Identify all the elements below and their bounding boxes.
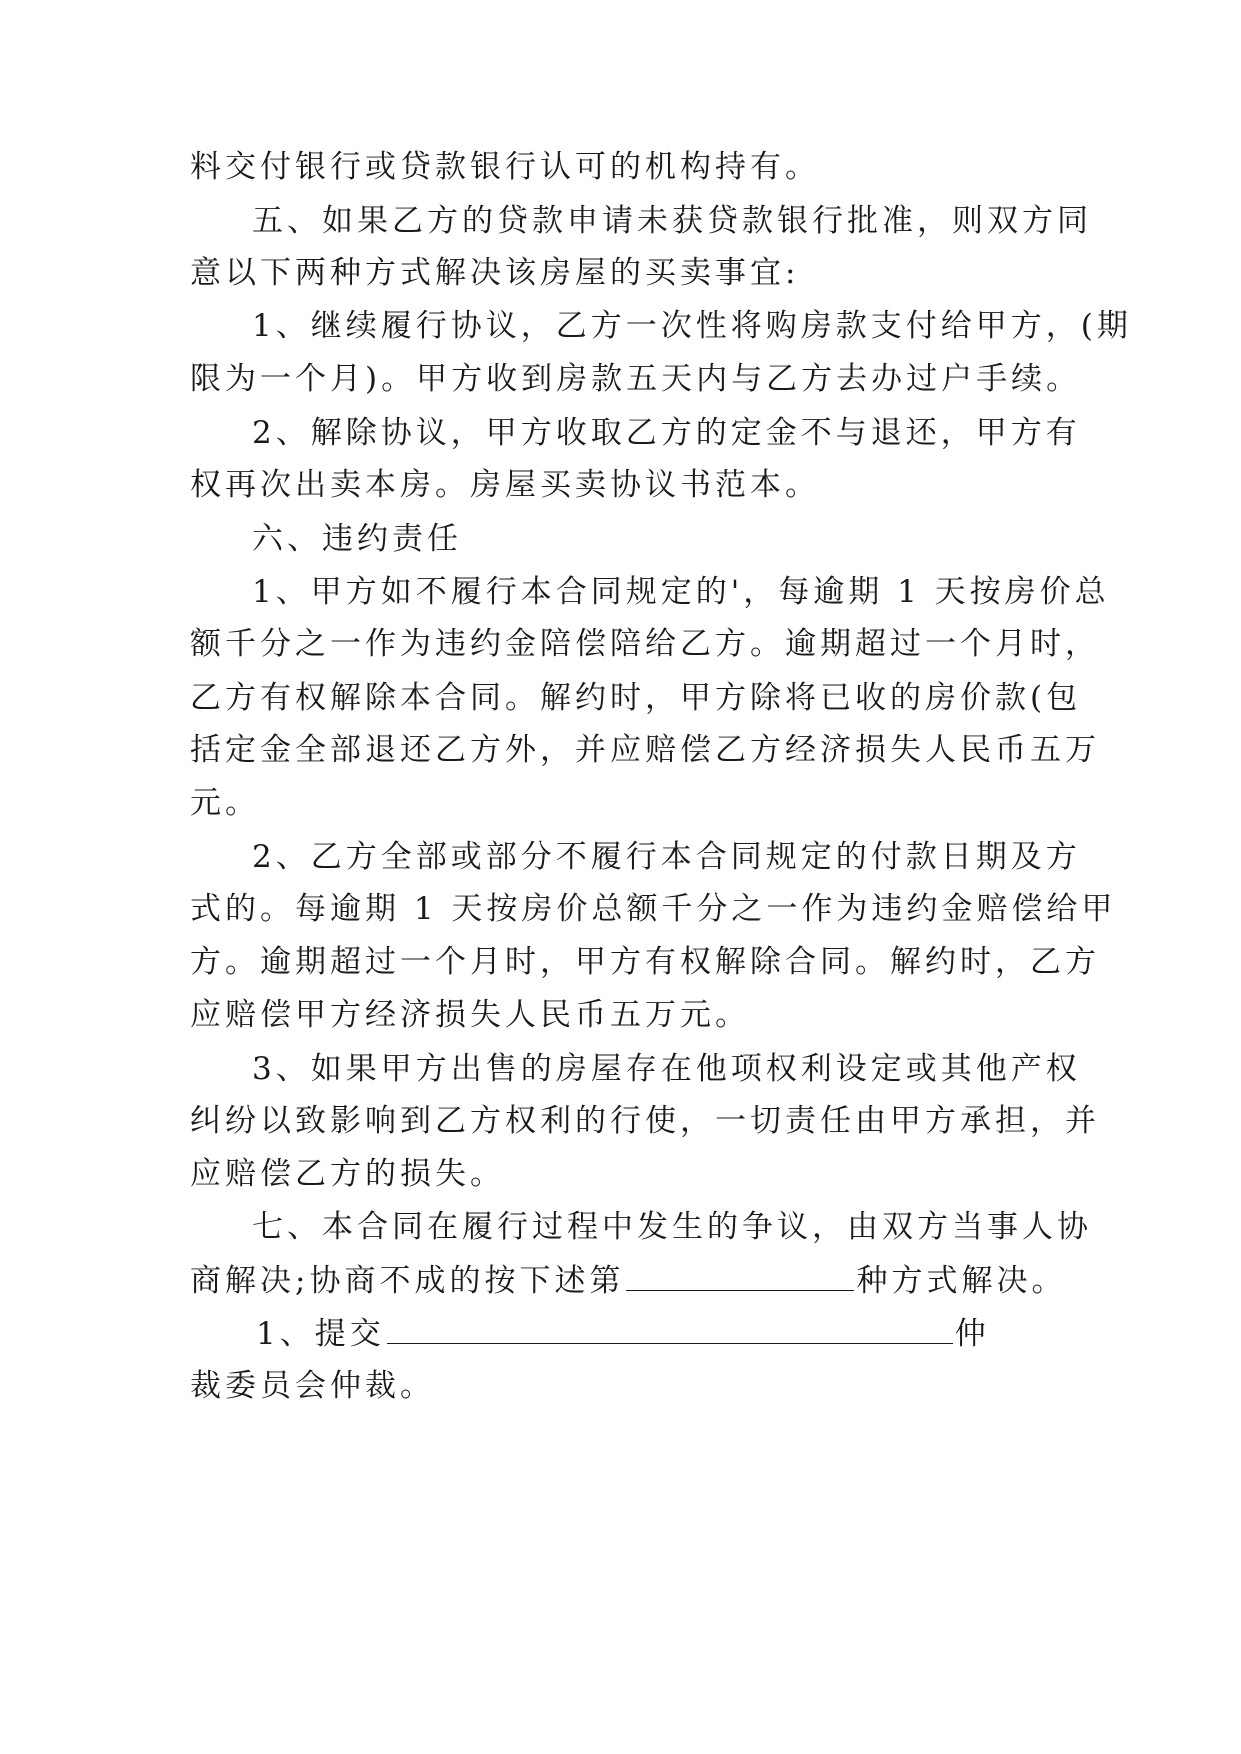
text-line: 1、继续履行协议，乙方一次性将购房款支付给甲方，(期 (252, 308, 1132, 344)
text-line: 括定金全部退还乙方外，并应赔偿乙方经济损失人民币五万 (190, 732, 1100, 768)
text-line: 意以下两种方式解决该房屋的买卖事宜: (190, 255, 800, 291)
text-line: 料交付银行或贷款银行认可的机构持有。 (190, 149, 820, 185)
arbitration-option-line (256, 1313, 1056, 1353)
text-line: 限为一个月)。甲方收到房款五天内与乙方去办过户手续。 (190, 361, 1082, 397)
text-line: 3、如果甲方出售的房屋存在他项权利设定或其他产权 (252, 1051, 1081, 1087)
text-line: 额千分之一作为违约金陪偿陪给乙方。逾期超过一个月时， (190, 626, 1100, 662)
text-line: 2、解除协议，甲方收取乙方的定金不与退还，甲方有 (252, 415, 1081, 451)
text-line: 裁委员会仲裁。 (190, 1368, 435, 1404)
arbitration-commission-blank[interactable] (387, 1313, 953, 1344)
dispute-line-suffix: 种方式解决。 (856, 1263, 1067, 1299)
dispute-line-prefix: 商解决;协商不成的按下述第 (190, 1263, 625, 1299)
text-line: 式的。每逾期 1 天按房价总额千分之一作为违约金赔偿给甲 (190, 891, 1117, 927)
option1-prefix: 1、提交 (256, 1316, 385, 1352)
text-line: 方。逾期超过一个月时，甲方有权解除合同。解约时，乙方 (190, 944, 1100, 980)
option1-suffix: 仲 (954, 1316, 990, 1352)
text-line: 五、如果乙方的贷款申请未获贷款银行批准，则双方同 (252, 203, 1092, 239)
text-line: 元。 (190, 785, 260, 821)
text-line: 1、甲方如不履行本合同规定的'，每逾期 1 天按房价总 (252, 574, 1110, 610)
text-line: 权再次出卖本房。房屋买卖协议书范本。 (190, 467, 820, 503)
section-heading: 六、违约责任 (252, 521, 462, 557)
text-line: 纠纷以致影响到乙方权利的行使，一切责任由甲方承担，并 (190, 1103, 1100, 1139)
text-line: 2、乙方全部或部分不履行本合同规定的付款日期及方 (252, 839, 1081, 875)
method-number-blank[interactable] (626, 1260, 854, 1291)
text-line: 乙方有权解除本合同。解约时，甲方除将已收的房价款(包 (190, 680, 1082, 716)
dispute-method-line (190, 1260, 1067, 1300)
text-line: 应赔偿甲方经济损失人民币五万元。 (190, 997, 750, 1033)
text-line: 应赔偿乙方的损失。 (190, 1156, 505, 1192)
text-line: 七、本合同在履行过程中发生的争议，由双方当事人协 (252, 1209, 1092, 1245)
